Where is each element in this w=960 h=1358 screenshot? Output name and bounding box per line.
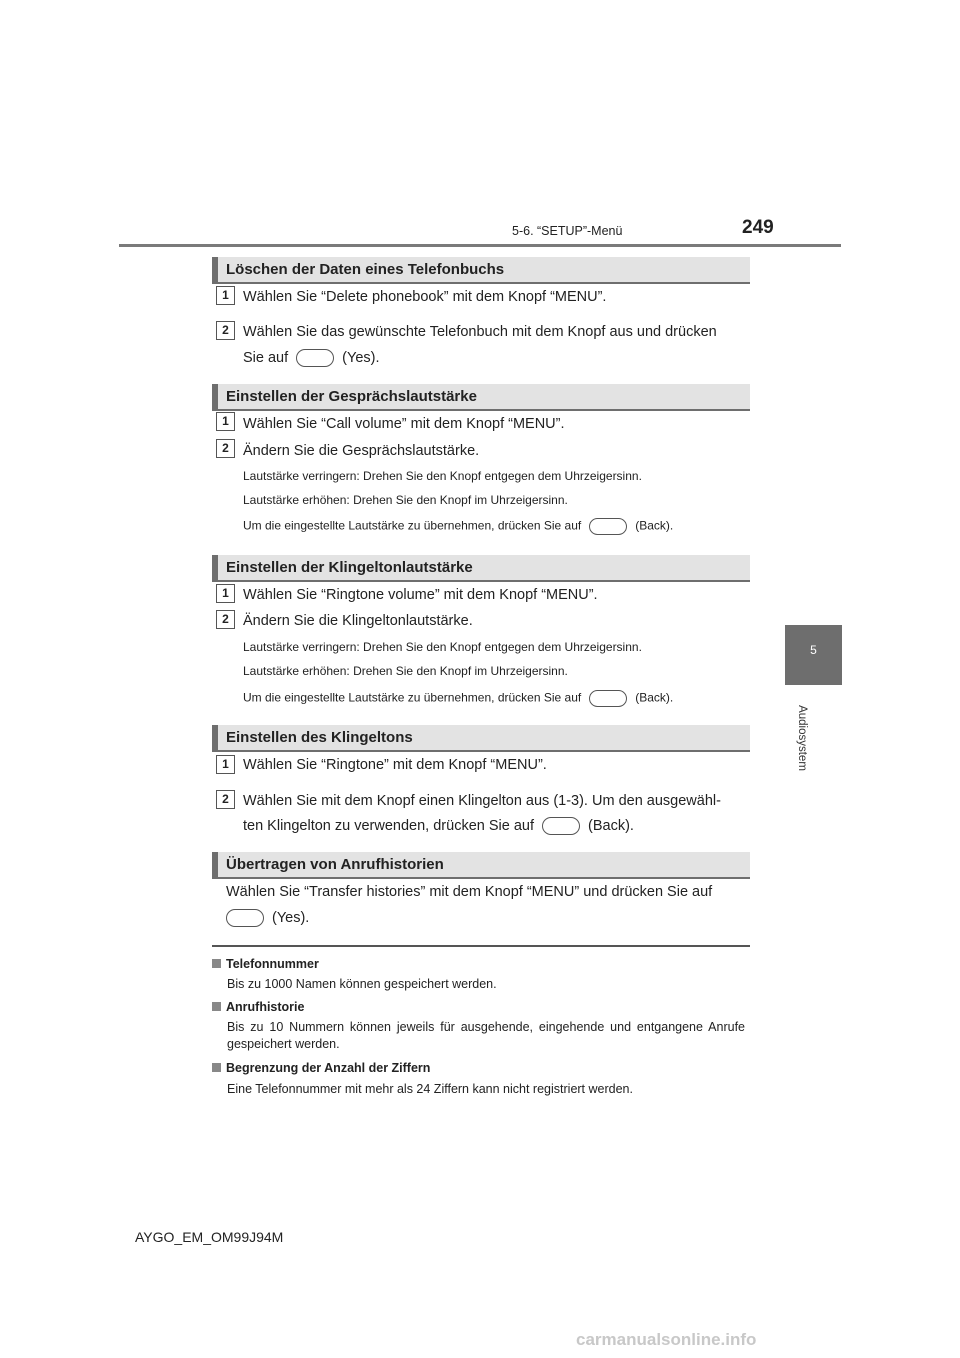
chapter-number: 5 [810, 643, 817, 657]
section-title: Löschen der Daten eines Telefonbuchs [226, 261, 505, 278]
step-text: Wählen Sie “Delete phonebook” mit dem Knopf “MENU”. [243, 289, 607, 305]
step-text: Wählen Sie das gewünschte Telefonbuch mit dem Knopf aus und drücken [243, 324, 717, 340]
footnote-title [212, 1000, 304, 1014]
step-text-line2 [243, 813, 748, 840]
footnote-title-text: Begrenzung der Anzahl der Ziffern [226, 1061, 431, 1075]
knob-button-icon [296, 349, 334, 367]
note-text-pre: Um die eingestellte Lautstärke zu übernehmen, drücken Sie auf [243, 690, 582, 705]
section-heading [212, 852, 750, 879]
step-text-pre: ten Klingelton zu verwenden, drücken Sie auf [243, 818, 534, 834]
section-heading [212, 257, 750, 284]
note-text-post: (Back). [635, 690, 674, 705]
section-heading [212, 555, 750, 582]
watermark: carmanualsonline.info [576, 1330, 757, 1349]
step-text-pre: Sie auf [243, 350, 289, 366]
section-title: Übertragen von Anrufhistorien [226, 856, 444, 873]
footnote-text: Bis zu 1000 Namen können gespeichert werden. [227, 977, 497, 991]
step-text: Wählen Sie “Ringtone volume” mit dem Knopf “MENU”. [243, 587, 598, 603]
note-text [243, 690, 748, 707]
step-text: Wählen Sie mit dem Knopf einen Klingelton aus (1-3). Um den ausgewähl- [243, 793, 721, 809]
step-text-line2 [218, 905, 723, 932]
footnote-text: Bis zu 10 Nummern können jeweils für ausgehende, eingehende und entgangene Anrufe gespeichert werden. [227, 1020, 745, 1051]
note-text-post: (Back). [635, 518, 674, 533]
footnote-title-text: Anrufhistorie [226, 1000, 305, 1014]
step-text-post: (Yes). [342, 350, 380, 366]
document-code: AYGO_EM_OM99J94M [135, 1229, 284, 1245]
step-text-post: (Yes). [272, 910, 310, 926]
step-number: 1 [216, 286, 235, 305]
square-bullet-icon [212, 1002, 221, 1011]
step-number: 2 [216, 790, 235, 809]
divider [212, 945, 750, 947]
footnote-title [212, 957, 319, 971]
step-text: Ändern Sie die Gesprächslautstärke. [243, 443, 480, 459]
step-number: 1 [216, 755, 235, 774]
step-text: Wählen Sie “Call volume” mit dem Knopf “MENU”. [243, 416, 565, 432]
section-title: Einstellen des Klingeltons [226, 729, 413, 746]
note-text-pre: Um die eingestellte Lautstärke zu übernehmen, drücken Sie auf [243, 518, 582, 533]
section-title: Einstellen der Klingeltonlautstärke [226, 559, 473, 576]
header-rule [119, 244, 841, 247]
note-text [243, 518, 748, 535]
footnote-title-text: Telefonnummer [226, 957, 319, 971]
section-title: Einstellen der Gesprächslautstärke [226, 388, 477, 405]
knob-button-icon [542, 817, 580, 835]
step-text: Ändern Sie die Klingeltonlautstärke. [243, 613, 473, 629]
step-number: 2 [216, 610, 235, 629]
knob-button-icon [589, 518, 627, 535]
note-text: Lautstärke verringern: Drehen Sie den Knopf entgegen dem Uhrzeigersinn. [243, 469, 642, 483]
step-number: 1 [216, 412, 235, 431]
step-text-post: (Back). [588, 818, 634, 834]
square-bullet-icon [212, 1063, 221, 1072]
step-number: 2 [216, 439, 235, 458]
footnote-title [212, 1061, 430, 1075]
section-heading [212, 384, 750, 411]
page-number: 249 [742, 217, 774, 238]
note-text: Lautstärke verringern: Drehen Sie den Knopf entgegen dem Uhrzeigersinn. [243, 640, 642, 654]
step-text: Wählen Sie “Ringtone” mit dem Knopf “MENU”. [243, 757, 547, 773]
square-bullet-icon [212, 959, 221, 968]
section-label: 5-6. “SETUP”-Menü [512, 224, 623, 238]
step-number: 1 [216, 584, 235, 603]
note-text: Lautstärke erhöhen: Drehen Sie den Knopf im Uhrzeigersinn. [243, 493, 568, 507]
footnote-text: Eine Telefonnummer mit mehr als 24 Ziffern kann nicht registriert werden. [227, 1082, 633, 1096]
section-heading [212, 725, 750, 752]
step-text: Wählen Sie “Transfer histories” mit dem Knopf “MENU” und drücken Sie auf [226, 884, 713, 900]
chapter-label: Audiosystem [796, 705, 808, 771]
note-text: Lautstärke erhöhen: Drehen Sie den Knopf im Uhrzeigersinn. [243, 664, 568, 678]
step-text-line2 [243, 345, 748, 372]
knob-button-icon [589, 690, 627, 707]
knob-button-icon [226, 909, 264, 927]
step-number: 2 [216, 321, 235, 340]
